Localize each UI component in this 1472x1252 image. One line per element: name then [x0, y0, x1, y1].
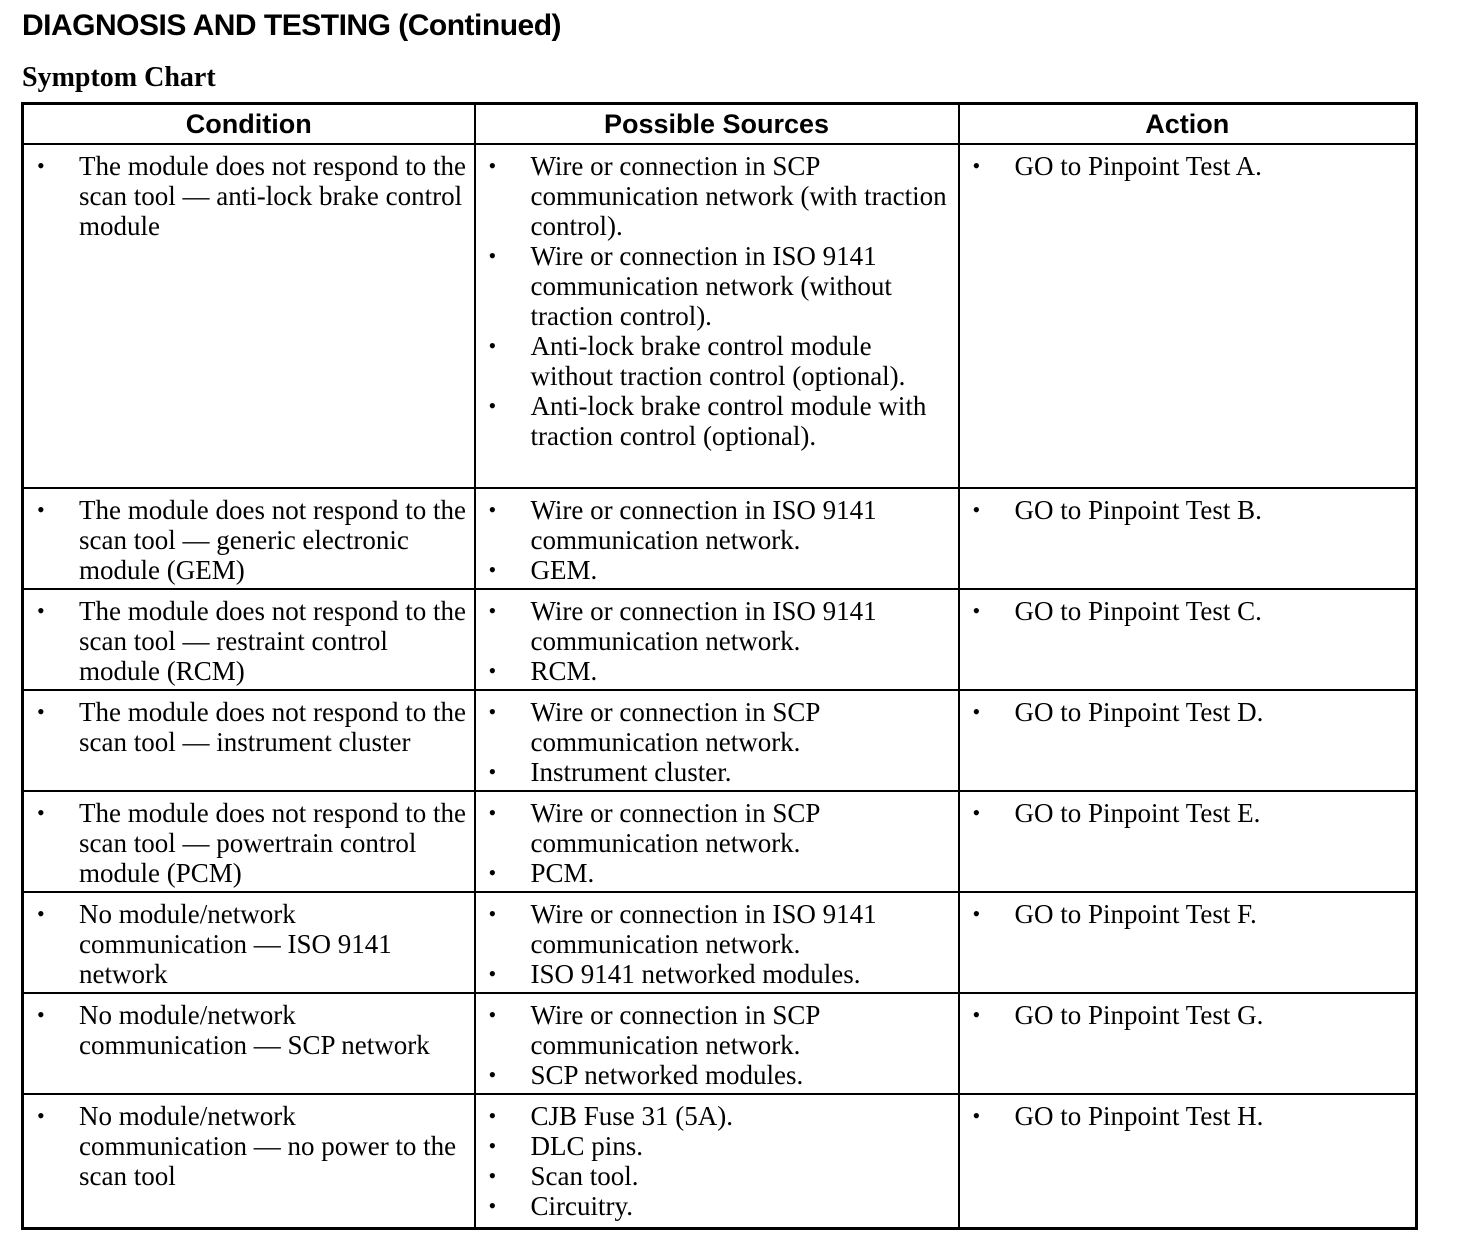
cell-sources [475, 791, 959, 892]
condition-item: • No module/network communication — ISO 9141 network [28, 899, 470, 989]
sources-item: • Wire or connection in ISO 9141 communication network. [480, 495, 954, 555]
action-item: • GO to Pinpoint Test A. [964, 151, 1412, 181]
action-list [964, 151, 1412, 181]
column-header-action: Action [959, 104, 1417, 145]
cell-action [959, 144, 1417, 488]
sources-item: • Circuitry. [480, 1191, 954, 1221]
column-header-sources: Possible Sources [475, 104, 959, 145]
sources-list [480, 697, 954, 787]
cell-condition [23, 589, 475, 690]
cell-condition [23, 1094, 475, 1228]
sources-item: • Wire or connection in ISO 9141 communication network. [480, 899, 954, 959]
condition-list [28, 1101, 470, 1191]
sources-item: • Instrument cluster. [480, 757, 954, 787]
sources-item: • ISO 9141 networked modules. [480, 959, 954, 989]
action-list [964, 495, 1412, 525]
cell-sources [475, 690, 959, 791]
condition-item: • No module/network communication — SCP network [28, 1000, 470, 1060]
condition-list [28, 151, 470, 241]
action-list [964, 798, 1412, 828]
sources-list [480, 1101, 954, 1221]
cell-sources [475, 892, 959, 993]
sources-list [480, 495, 954, 585]
table-row [23, 144, 1417, 488]
cell-condition [23, 892, 475, 993]
condition-item: • The module does not respond to the scan tool — powertrain control module (PCM) [28, 798, 470, 888]
sources-item: • GEM. [480, 555, 954, 585]
sources-item: • RCM. [480, 656, 954, 686]
cell-action [959, 690, 1417, 791]
action-list [964, 697, 1412, 727]
cell-sources [475, 488, 959, 589]
table-row [23, 589, 1417, 690]
sources-item: • CJB Fuse 31 (5A). [480, 1101, 954, 1131]
condition-item: • The module does not respond to the scan tool — generic electronic module (GEM) [28, 495, 470, 585]
table-row [23, 690, 1417, 791]
table-row [23, 1094, 1417, 1228]
sources-item: • SCP networked modules. [480, 1060, 954, 1090]
cell-action [959, 993, 1417, 1094]
cell-action [959, 589, 1417, 690]
sources-list [480, 798, 954, 888]
table-row [23, 488, 1417, 589]
action-list [964, 899, 1412, 929]
cell-condition [23, 144, 475, 488]
action-item: • GO to Pinpoint Test E. [964, 798, 1412, 828]
sources-item: • Anti-lock brake control module with traction control (optional). [480, 391, 954, 451]
cell-sources [475, 144, 959, 488]
table-row [23, 993, 1417, 1094]
sources-list [480, 1000, 954, 1090]
action-item: • GO to Pinpoint Test B. [964, 495, 1412, 525]
sources-item: • Wire or connection in SCP communication network (with traction control). [480, 151, 954, 241]
cell-action [959, 892, 1417, 993]
symptom-chart-table [21, 102, 1418, 1230]
column-header-condition: Condition [23, 104, 475, 145]
condition-list [28, 596, 470, 686]
cell-condition [23, 488, 475, 589]
action-item: • GO to Pinpoint Test H. [964, 1101, 1412, 1131]
condition-item: • No module/network communication — no power to the scan tool [28, 1101, 470, 1191]
cell-condition [23, 791, 475, 892]
action-list [964, 596, 1412, 626]
header-row [23, 104, 1417, 145]
chart-title: Symptom Chart [22, 62, 216, 93]
action-item: • GO to Pinpoint Test F. [964, 899, 1412, 929]
cell-sources [475, 1094, 959, 1228]
table-body [23, 144, 1417, 1228]
action-item: • GO to Pinpoint Test G. [964, 1000, 1412, 1030]
table-row [23, 892, 1417, 993]
sources-item: • Anti-lock brake control module without traction control (optional). [480, 331, 954, 391]
sources-item: • Wire or connection in ISO 9141 communication network. [480, 596, 954, 656]
action-item: • GO to Pinpoint Test C. [964, 596, 1412, 626]
sources-item: • DLC pins. [480, 1131, 954, 1161]
action-list [964, 1101, 1412, 1131]
sources-item: • Scan tool. [480, 1161, 954, 1191]
condition-list [28, 899, 470, 989]
sources-item: • Wire or connection in SCP communication network. [480, 697, 954, 757]
action-list [964, 1000, 1412, 1030]
cell-action [959, 791, 1417, 892]
condition-item: • The module does not respond to the scan tool — instrument cluster [28, 697, 470, 757]
sources-list [480, 596, 954, 686]
cell-condition [23, 993, 475, 1094]
condition-list [28, 1000, 470, 1060]
condition-list [28, 697, 470, 757]
sources-list [480, 151, 954, 451]
cell-condition [23, 690, 475, 791]
sources-item: • Wire or connection in SCP communication network. [480, 1000, 954, 1060]
sources-item: • Wire or connection in SCP communication network. [480, 798, 954, 858]
cell-sources [475, 589, 959, 690]
cell-sources [475, 993, 959, 1094]
sources-item: • Wire or connection in ISO 9141 communication network (without traction control). [480, 241, 954, 331]
sources-list [480, 899, 954, 989]
condition-list [28, 495, 470, 585]
sources-item: • PCM. [480, 858, 954, 888]
page-heading: DIAGNOSIS AND TESTING (Continued) [22, 9, 562, 42]
cell-action [959, 1094, 1417, 1228]
condition-item: • The module does not respond to the scan tool — restraint control module (RCM) [28, 596, 470, 686]
action-item: • GO to Pinpoint Test D. [964, 697, 1412, 727]
cell-action [959, 488, 1417, 589]
condition-item: • The module does not respond to the scan tool — anti-lock brake control module [28, 151, 470, 241]
table-row [23, 791, 1417, 892]
condition-list [28, 798, 470, 888]
